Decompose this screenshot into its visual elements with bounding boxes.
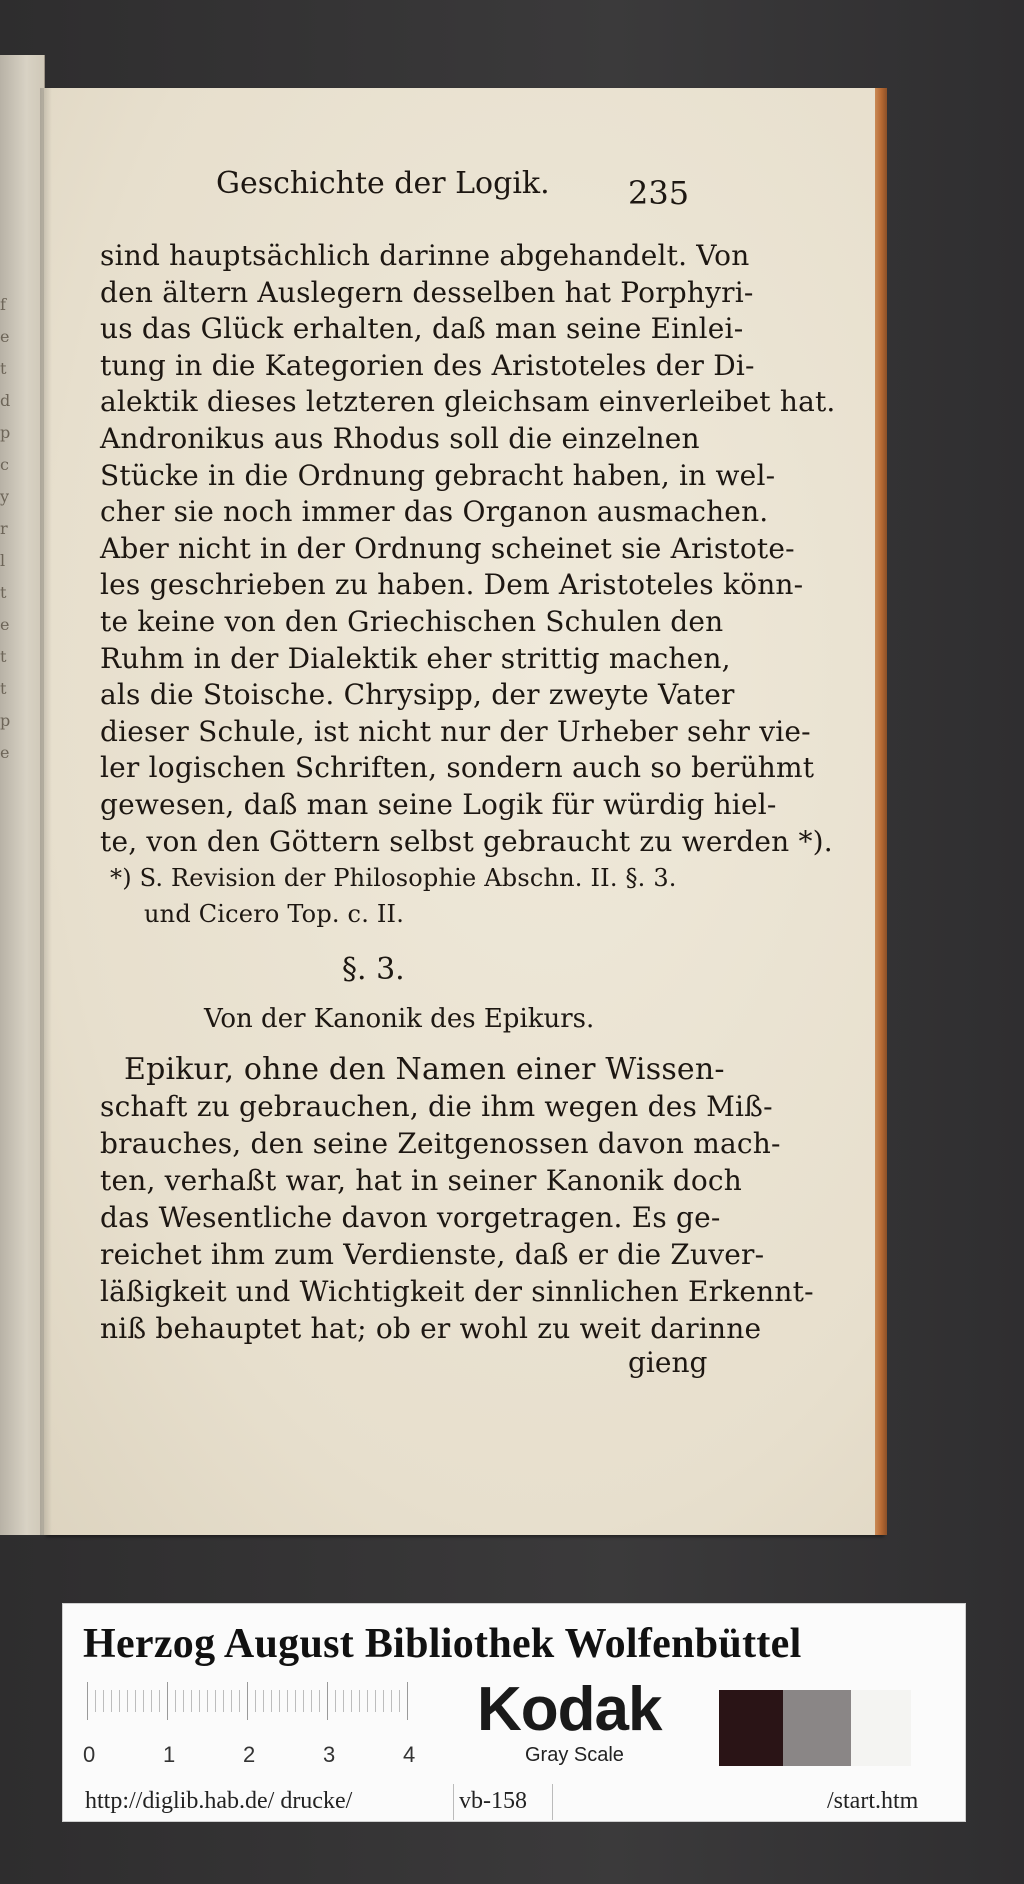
grayscale-label: Gray Scale	[525, 1744, 624, 1766]
ruler-tick	[351, 1690, 352, 1712]
text-line: dieser Schule, ist nicht nur der Urheber sehr vie-	[100, 714, 811, 748]
ruler-tick	[303, 1690, 304, 1712]
ruler-number: 4	[403, 1742, 416, 1767]
section-text-line: niß behauptet hat; ob er wohl zu weit darinne	[100, 1312, 762, 1345]
ruler-number: 2	[243, 1742, 256, 1767]
ruler-tick	[223, 1690, 224, 1712]
text-line: ler logischen Schriften, sondern auch so berühmt	[100, 751, 815, 785]
adjacent-page-letter: f	[0, 295, 6, 314]
gray-swatch	[783, 1690, 851, 1766]
ruler-tick	[135, 1690, 136, 1712]
ruler-tick	[391, 1690, 392, 1712]
text-line: gewesen, daß man seine Logik für würdig hiel-	[100, 788, 777, 821]
adjacent-page-letter: p	[0, 423, 11, 442]
section-text-line: Epikur, ohne den Namen einer Wissen-	[124, 1052, 725, 1087]
ruler-number: 1	[163, 1742, 176, 1767]
ruler-tick	[199, 1690, 200, 1712]
ruler	[87, 1682, 487, 1722]
text-line: cher sie noch immer das Organon ausmachen.	[100, 495, 769, 529]
ruler-tick	[191, 1690, 192, 1712]
ruler-tick	[327, 1682, 328, 1720]
kodak-logo: Kodak	[477, 1675, 662, 1744]
adjacent-page-letter: p	[0, 711, 11, 730]
ruler-tick	[399, 1690, 400, 1712]
section-text-line: schaft zu gebrauchen, die ihm wegen des Miß-	[100, 1090, 773, 1123]
text-line: alektik dieses letzteren gleichsam einverleibet hat.	[100, 385, 836, 419]
shelfmark[interactable]: vb-158	[459, 1788, 527, 1814]
ruler-tick	[231, 1690, 232, 1712]
ruler-tick	[239, 1690, 240, 1712]
catchword: gieng	[628, 1346, 708, 1379]
text-line: Aber nicht in der Ordnung scheinet sie Aristote-	[100, 531, 795, 565]
footnote-line: *) S. Revision der Philosophie Abschn. II. §. 3.	[110, 864, 677, 892]
adjacent-page-edge	[0, 55, 45, 1535]
adjacent-page-letter: l	[0, 551, 6, 570]
ruler-tick	[311, 1690, 312, 1712]
ruler-tick	[383, 1690, 384, 1712]
adjacent-page-letter: t	[0, 679, 7, 698]
ruler-tick	[335, 1690, 336, 1712]
adjacent-page-letters	[0, 295, 12, 775]
section-text-line: reichet ihm zum Verdienste, daß er die Zuver-	[100, 1238, 765, 1271]
footnote-line: und Cicero Top. c. II.	[144, 900, 405, 928]
adjacent-page-letter: e	[0, 327, 10, 346]
ruler-tick	[111, 1690, 112, 1712]
ruler-tick	[367, 1690, 368, 1712]
page-fold-shadow	[40, 88, 52, 1535]
text-line: Stücke in die Ordnung gebracht haben, in wel-	[100, 458, 776, 492]
text-line: te keine von den Griechischen Schulen den	[100, 605, 724, 638]
library-name: Herzog August Bibliothek Wolfenbüttel	[83, 1621, 802, 1667]
text-line: les geschrieben zu haben. Dem Aristoteles könn-	[100, 568, 804, 602]
text-line: Andronikus aus Rhodus soll die einzelnen	[100, 422, 700, 455]
ruler-tick	[119, 1690, 120, 1712]
section-text-line: brauches, den seine Zeitgenossen davon mach-	[100, 1127, 781, 1160]
section-text-line: läßigkeit und Wichtigkeit der sinnlichen Erkennt-	[100, 1275, 814, 1308]
ruler-tick	[271, 1690, 272, 1712]
text-line: als die Stoische. Chrysipp, der zweyte Vater	[100, 678, 735, 712]
ruler-tick	[103, 1690, 104, 1712]
url-suffix[interactable]: /start.htm	[827, 1788, 919, 1814]
text-line: sind hauptsächlich darinne abgehandelt. Von	[100, 239, 750, 272]
ruler-number: 0	[83, 1742, 96, 1767]
adjacent-page-letter: t	[0, 359, 7, 378]
ruler-tick	[143, 1690, 144, 1712]
ruler-tick	[183, 1690, 184, 1712]
ruler-tick	[407, 1682, 408, 1720]
page-edge	[875, 88, 887, 1535]
url-prefix[interactable]: http://diglib.hab.de/ drucke/	[85, 1788, 353, 1814]
adjacent-page-letter: e	[0, 743, 10, 762]
ruler-tick	[159, 1690, 160, 1712]
section-text-line: das Wesentliche davon vorgetragen. Es ge-	[100, 1201, 721, 1234]
adjacent-page-letter: t	[0, 583, 7, 602]
ruler-tick	[95, 1690, 96, 1712]
text-line: Ruhm in der Dialektik eher strittig machen,	[100, 641, 731, 675]
ruler-tick	[255, 1690, 256, 1712]
ruler-tick	[247, 1682, 248, 1720]
section-mark: §. 3.	[342, 952, 405, 987]
ruler-tick	[263, 1690, 264, 1712]
adjacent-page-letter: d	[0, 391, 11, 410]
section-text-line: ten, verhaßt war, hat in seiner Kanonik doch	[100, 1164, 742, 1197]
ruler-tick	[151, 1690, 152, 1712]
adjacent-page-letter: r	[0, 519, 8, 538]
adjacent-page-letter: e	[0, 615, 10, 634]
ruler-tick	[287, 1690, 288, 1712]
adjacent-page-letter: t	[0, 647, 7, 666]
ruler-tick	[175, 1690, 176, 1712]
adjacent-page-letter: y	[0, 487, 10, 506]
ruler-tick	[319, 1690, 320, 1712]
ruler-number: 3	[323, 1742, 336, 1767]
page-number: 235	[628, 174, 690, 212]
gray-swatch	[851, 1690, 911, 1766]
ruler-tick	[359, 1690, 360, 1712]
text-line: tung in die Kategorien des Aristoteles der Di-	[100, 348, 755, 382]
running-header: Geschichte der Logik.	[216, 166, 550, 201]
ruler-tick	[279, 1690, 280, 1712]
ruler-tick	[167, 1682, 168, 1720]
adjacent-page-letter: c	[0, 455, 9, 474]
ruler-tick	[87, 1682, 88, 1720]
ruler-tick	[343, 1690, 344, 1712]
text-line: den ältern Auslegern desselben hat Porphyri-	[100, 275, 754, 309]
ruler-tick	[215, 1690, 216, 1712]
ruler-tick	[375, 1690, 376, 1712]
ruler-tick	[207, 1690, 208, 1712]
gray-swatch	[719, 1690, 783, 1766]
ruler-tick	[295, 1690, 296, 1712]
color-calibration-bar	[62, 1603, 966, 1822]
ruler-tick	[127, 1690, 128, 1712]
text-line: us das Glück erhalten, daß man seine Einlei-	[100, 312, 744, 346]
text-line: te, von den Göttern selbst gebraucht zu werden *).	[100, 824, 833, 858]
section-title: Von der Kanonik des Epikurs.	[204, 1004, 595, 1034]
